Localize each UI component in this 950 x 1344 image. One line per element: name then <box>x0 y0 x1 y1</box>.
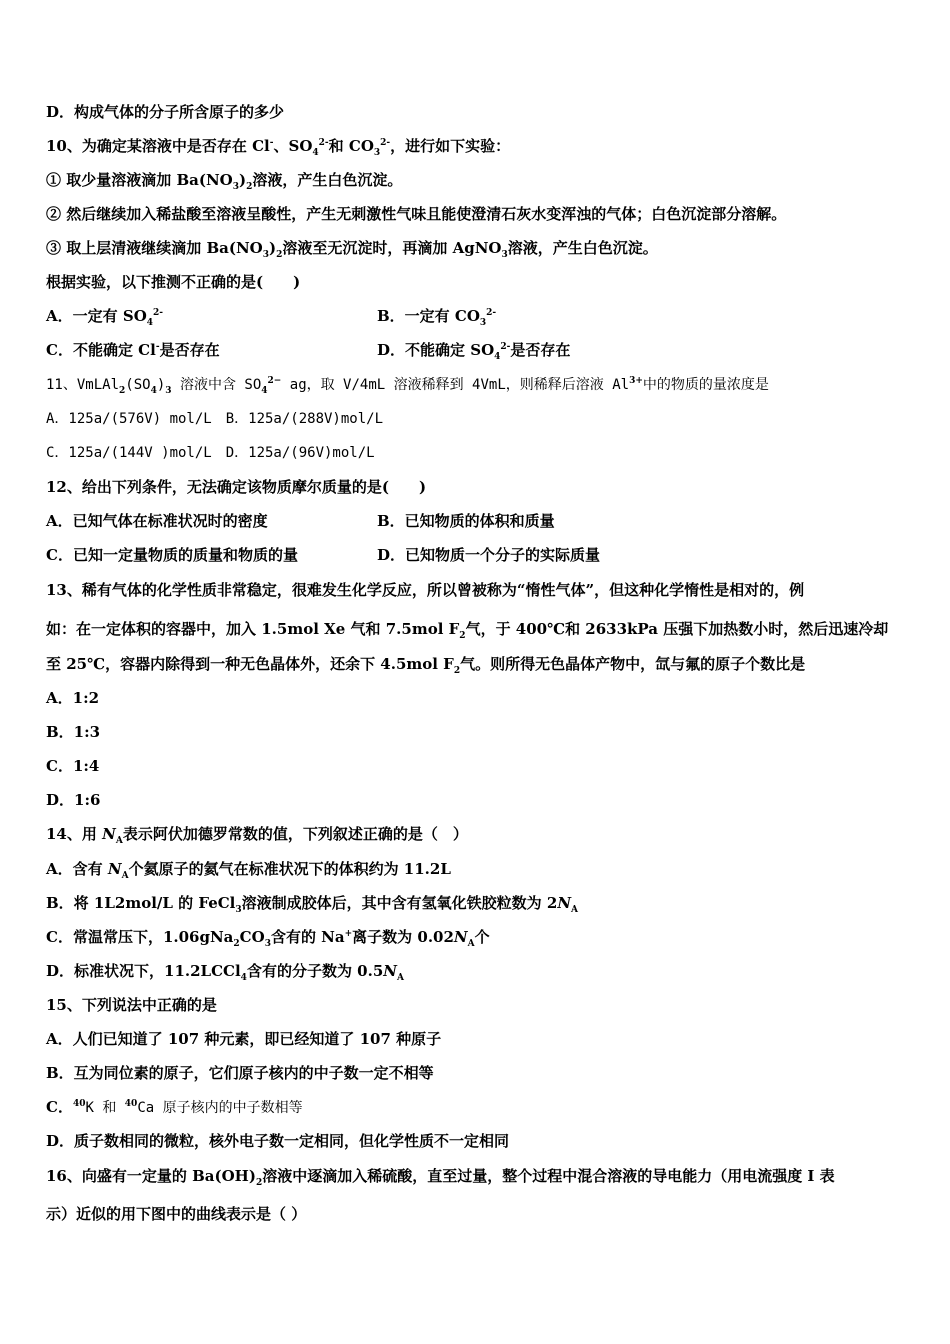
q13-line-2: 如：在一定体积的容器中，加入 1.5mol Xe 气和 7.5mol $F_2$气，于 400℃和 2633kPa 压强下加热数小时，然后迅速冷却 <box>46 620 889 641</box>
q15-option-b: B．互为同位素的原子，它们原子核内的中子数一定不相等 <box>46 1064 434 1082</box>
q12-stem: 12、给出下列条件，无法确定该物质摩尔质量的是( ) <box>46 478 427 496</box>
q13-option-b: B．1:3 <box>46 723 101 741</box>
q12-option-a: A．已知气体在标准状况时的密度 <box>46 512 268 530</box>
q13-option-a: A．1:2 <box>46 689 100 707</box>
q10-option-a: A．一定有 $SO_4^{2-}$ <box>46 307 164 328</box>
q11-stem: 11、$VmLAl_2(SO_4)_3$ 溶液中含 $SO_4^{2-}$ ag，取 V/4mL 溶液稀释到 4VmL，则稀释后溶液 $Al^{3+}$中的物质的量浓度是 <box>46 376 769 396</box>
q10-step-1: ① 取少量溶液滴加 $Ba(NO_3)_2$溶液，产生白色沉淀。 <box>46 171 403 192</box>
q10-option-d: D．不能确定 $SO_4^{2-}$是否存在 <box>377 341 571 362</box>
q10-question: 根据实验，以下推测不正确的是( ) <box>46 273 301 291</box>
q13-line-3: 至 25℃，容器内除得到一种无色晶体外，还余下 4.5mol $F_2$气。则所得无色晶体产物中，氙与氟的原子个数比是 <box>46 655 806 676</box>
q13-option-c: C．1:4 <box>46 757 100 775</box>
q10-stem: 10、为确定某溶液中是否存在 Cl-、$SO_4^{2-}$和 $CO_3^{2-}$，进行如下实验： <box>46 137 511 158</box>
q10-step-2: ② 然后继续加入稀盐酸至溶液呈酸性，产生无刺激性气味且能使澄清石灰水变浑浊的气体；白色沉淀部分溶解。 <box>46 205 787 223</box>
q14-option-c: C．常温常压下，$1.06gNa_2CO_3$含有的 Na+离子数为 $0.02N_A$个 <box>46 928 490 949</box>
q10-option-c: C．不能确定 Cl-是否存在 <box>46 341 220 359</box>
q12-option-c: C．已知一定量物质的质量和物质的量 <box>46 546 298 564</box>
q14-option-b: B．将 1L2mol/L 的 FeCl$_3$溶液制成胶体后，其中含有氢氧化铁胶粒数为 $2N_A$ <box>46 894 579 915</box>
q12-option-b: B．已知物质的体积和质量 <box>377 512 555 530</box>
q13-line-1: 13、稀有气体的化学性质非常稳定，很难发生化学反应，所以曾被称为“惰性气体”，但这种化学惰性是相对的，例 <box>46 581 805 599</box>
q10-option-b: B．一定有 $CO_3^{2-}$ <box>377 307 497 328</box>
q12-option-d: D．已知物质一个分子的实际质量 <box>377 546 601 564</box>
q9-option-d: D．构成气体的分子所含原子的多少 <box>46 103 285 121</box>
q15-stem: 15、下列说法中正确的是 <box>46 996 217 1014</box>
q15-option-a: A．人们已知道了 107 种元素，即已经知道了 107 种原子 <box>46 1030 442 1048</box>
q14-stem: 14、用 $N_A$表示阿伏加德罗常数的值，下列叙述正确的是（ ） <box>46 825 468 846</box>
q10-step-3: ③ 取上层清液继续滴加 $Ba(NO_3)_2$溶液至无沉淀时，再滴加 AgNO$_3$溶液，产生白色沉淀。 <box>46 239 658 260</box>
q14-option-d: D．标准状况下，11.2LCCl$_4$含有的分子数为 $0.5N_A$ <box>46 962 404 983</box>
q11-options-cd: C．125a/(144V )mol/L D．125a/(96V)mol/L <box>46 445 375 461</box>
q15-option-d: D．质子数相同的微粒，核外电子数一定相同，但化学性质不一定相同 <box>46 1132 510 1150</box>
q13-option-d: D．1:6 <box>46 791 101 809</box>
q14-option-a: A．含有 $N_A$个氦原子的氦气在标准状况下的体积约为 11.2L <box>46 860 451 881</box>
q11-options-ab: A．125a/(576V) mol/L B．125a/(288V)mol/L <box>46 411 384 427</box>
q16-line-1: 16、向盛有一定量的 $Ba(OH)_2$溶液中逐滴加入稀硫酸，直至过量，整个过程中混合溶液的导电能力（用电流强度 I 表 <box>46 1167 835 1188</box>
q15-option-c: C．$^{40}$K 和 $^{40}$Ca 原子核内的中子数相等 <box>46 1098 303 1116</box>
q16-line-2: 示）近似的用下图中的曲线表示是（ ） <box>46 1205 307 1223</box>
